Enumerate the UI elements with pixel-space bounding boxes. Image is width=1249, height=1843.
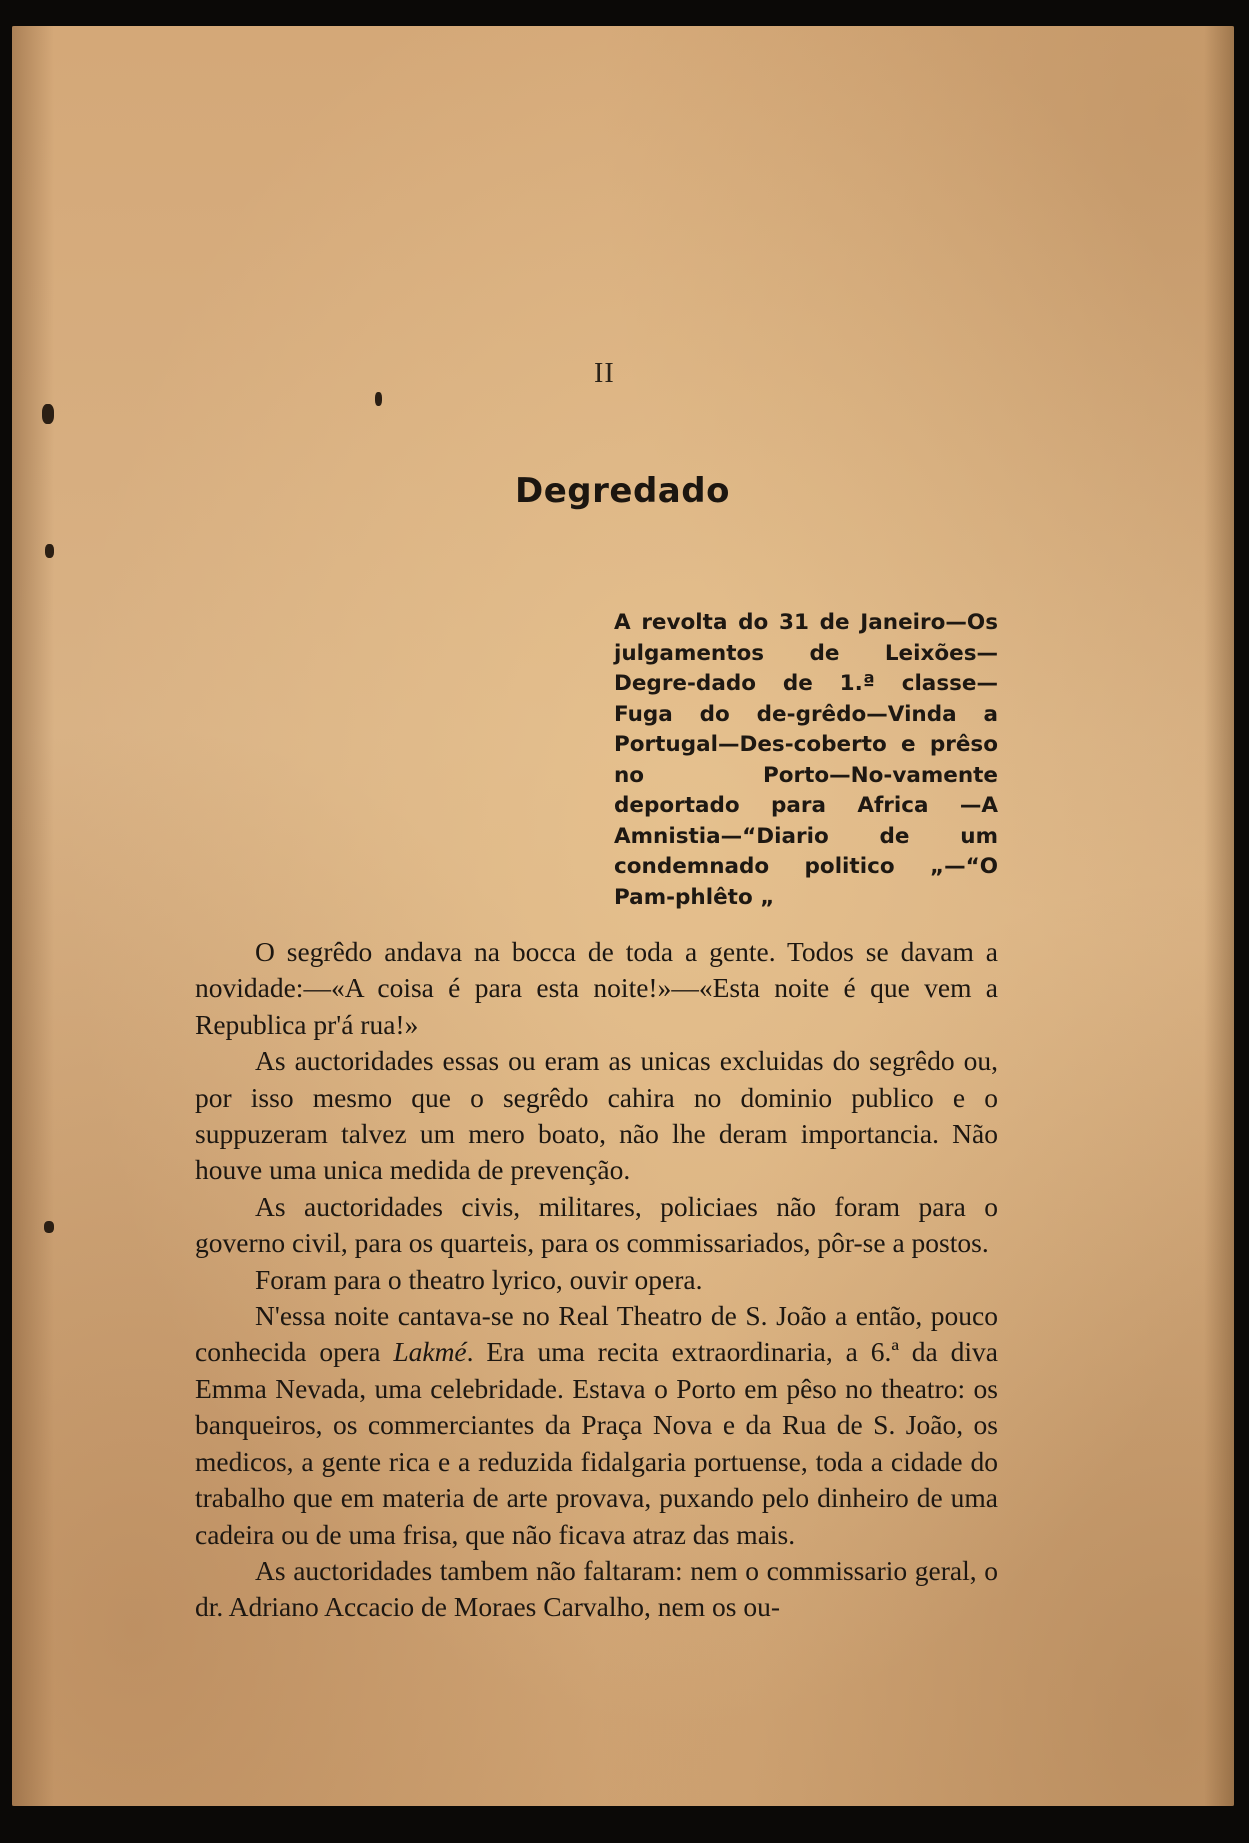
- paragraph: O segrêdo andava na bocca de toda a gente. Todos se davam a novidade:—«A coisa é para esta noite!»—«Esta noite é que vem a Republica pr'á rua!»: [195, 936, 998, 1040]
- paragraph-text: N'essa noite cantava-se no Real Theatro de S. João a então, pouco conhecida opera: [195, 1300, 998, 1368]
- paragraph: As auctoridades civis, militares, policiaes não foram para o governo civil, para os quarteis, para os commissariados, pôr-se a postos.: [195, 1190, 998, 1259]
- chapter-number: II: [594, 358, 615, 389]
- chapter-title: Degredado: [515, 471, 730, 511]
- paragraph: Foram para o theatro lyrico, ouvir opera.: [255, 1263, 703, 1295]
- binding-mark: [44, 1221, 54, 1233]
- chapter-body: [195, 934, 998, 1626]
- paragraph: As auctoridades essas ou eram as unicas excluidas do segrêdo ou, por isso mesmo que o segrêdo cahira no dominio publico e o suppuzeram talvez um mero boato, não lhe deram importancia. Não houve uma unica medida de prevenção.: [195, 1045, 998, 1186]
- paragraph: [195, 1298, 998, 1553]
- ink-spot: [375, 392, 382, 406]
- binding-mark: [45, 544, 54, 558]
- book-page: [12, 26, 1234, 1806]
- paragraph: As auctoridades tambem não faltaram: nem o commissario geral, o dr. Adriano Accacio de Moraes Carvalho, nem os ou-: [195, 1554, 998, 1623]
- opera-title: Lakmé: [393, 1336, 467, 1368]
- chapter-summary: A revolta do 31 de Janeiro—Os julgamentos de Leixões—Degre-dado de 1.ª classe—Fuga do de-grêdo—Vinda a Portugal—Des-coberto e prêso no Porto—No-vamente deportado para Africa —A Amnistia—“Diario de um condemnado politico „—“O Pam-phlêto „: [614, 610, 998, 910]
- binding-mark: [42, 404, 54, 424]
- paragraph-text: . Era uma recita extraordinaria, a 6.ª da diva Emma Nevada, uma celebridade. Estava o Porto em pêso no theatro: os banqueiros, os commerciantes da Praça Nova e da Rua de S. João, os medicos, a gente rica e a reduzida fidalgaria portuense, toda a cidade do trabalho que em materia de arte provava, puxando pelo dinheiro de uma cadeira ou de uma frisa, que não ficava atraz das mais.: [195, 1336, 998, 1550]
